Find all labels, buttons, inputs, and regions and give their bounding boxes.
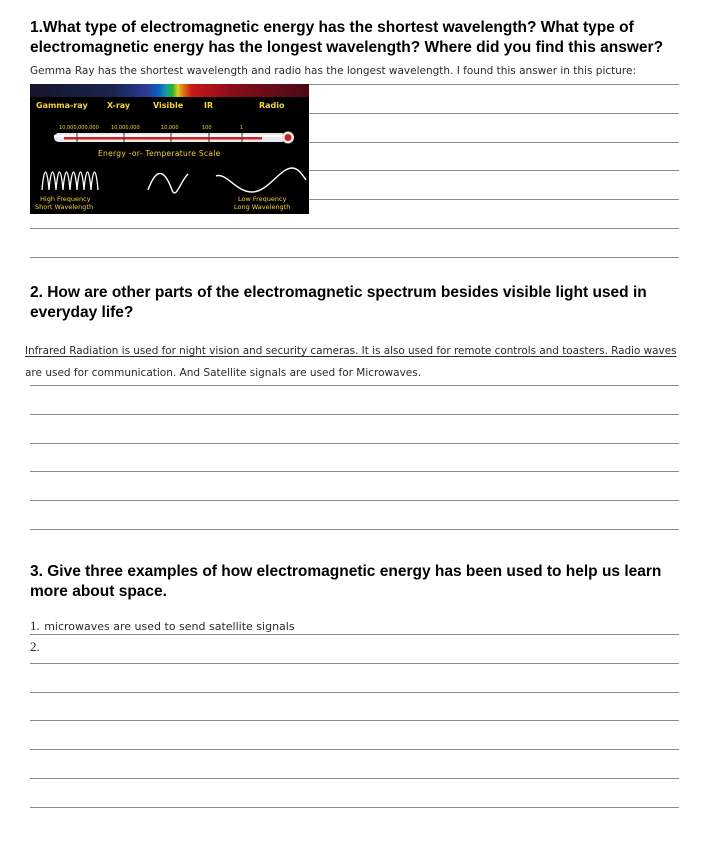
answer-line [30, 778, 679, 779]
high-frequency-label: High Frequency [40, 195, 91, 203]
answer-2-line-2: are used for communication. And Satellite signals are used for Microwaves. [25, 367, 422, 379]
scale-tick-label: 1 [240, 125, 244, 131]
short-wavelength-label: Short Wavelength [35, 203, 94, 211]
scale-tick-label: 10,000,000,000 [59, 125, 99, 131]
question-3: 3. Give three examples of how electromagnetic energy has been used to help us learn more about space. [30, 563, 662, 600]
item-number: 2. [30, 639, 40, 654]
answer-1-text: Gemma Ray has the shortest wavelength and radio has the longest wavelength. I found this answer in this picture: [30, 65, 636, 77]
answer-line [30, 663, 679, 664]
answer-line [30, 471, 679, 472]
answer-line [30, 257, 679, 258]
x-ray-label: X-ray [107, 101, 131, 110]
answer-line [30, 414, 679, 415]
answer-3-item-2 [30, 638, 40, 656]
radio-label: Radio [259, 101, 285, 110]
question-1: 1.What type of electromagnetic energy has the shortest wavelength? What type of electromagnetic energy has the longest wavelength? Where did you find this answer? [30, 19, 664, 56]
answer-2-line-1: Infrared Radiation is used for night vision and security cameras. It is also used for remote controls and toasters. Radio waves [25, 345, 677, 357]
scale-tick-label: 10,000,000 [111, 125, 140, 131]
scale-tick-label: 10,000 [161, 125, 179, 131]
answer-line [30, 385, 679, 386]
item-number: 1. [30, 618, 40, 633]
scale-tick-label: 100 [202, 125, 212, 131]
question-2: 2. How are other parts of the electromagnetic spectrum besides visible light used in everyday life? [30, 284, 647, 321]
answer-3-item-1 [30, 617, 295, 635]
answer-line [30, 228, 679, 229]
visible-label: Visible [153, 101, 184, 110]
answer-line [30, 807, 679, 808]
answer-line [30, 720, 679, 721]
answer-line [30, 443, 679, 444]
answer-line [30, 634, 679, 635]
answer-line [30, 500, 679, 501]
low-frequency-label: Low Frequency [238, 195, 287, 203]
answer-line [30, 749, 679, 750]
gamma-ray-label: Gamma-ray [36, 101, 88, 110]
answer-line [30, 529, 679, 530]
ir-label: IR [204, 101, 214, 110]
answer-3-item-1-text: microwaves are used to send satellite signals [44, 620, 295, 633]
answer-line [30, 692, 679, 693]
electromagnetic-spectrum-image [30, 84, 309, 214]
energy-scale-caption: Energy -or- Temperature Scale [98, 149, 221, 158]
long-wavelength-label: Long Wavelength [234, 203, 291, 211]
